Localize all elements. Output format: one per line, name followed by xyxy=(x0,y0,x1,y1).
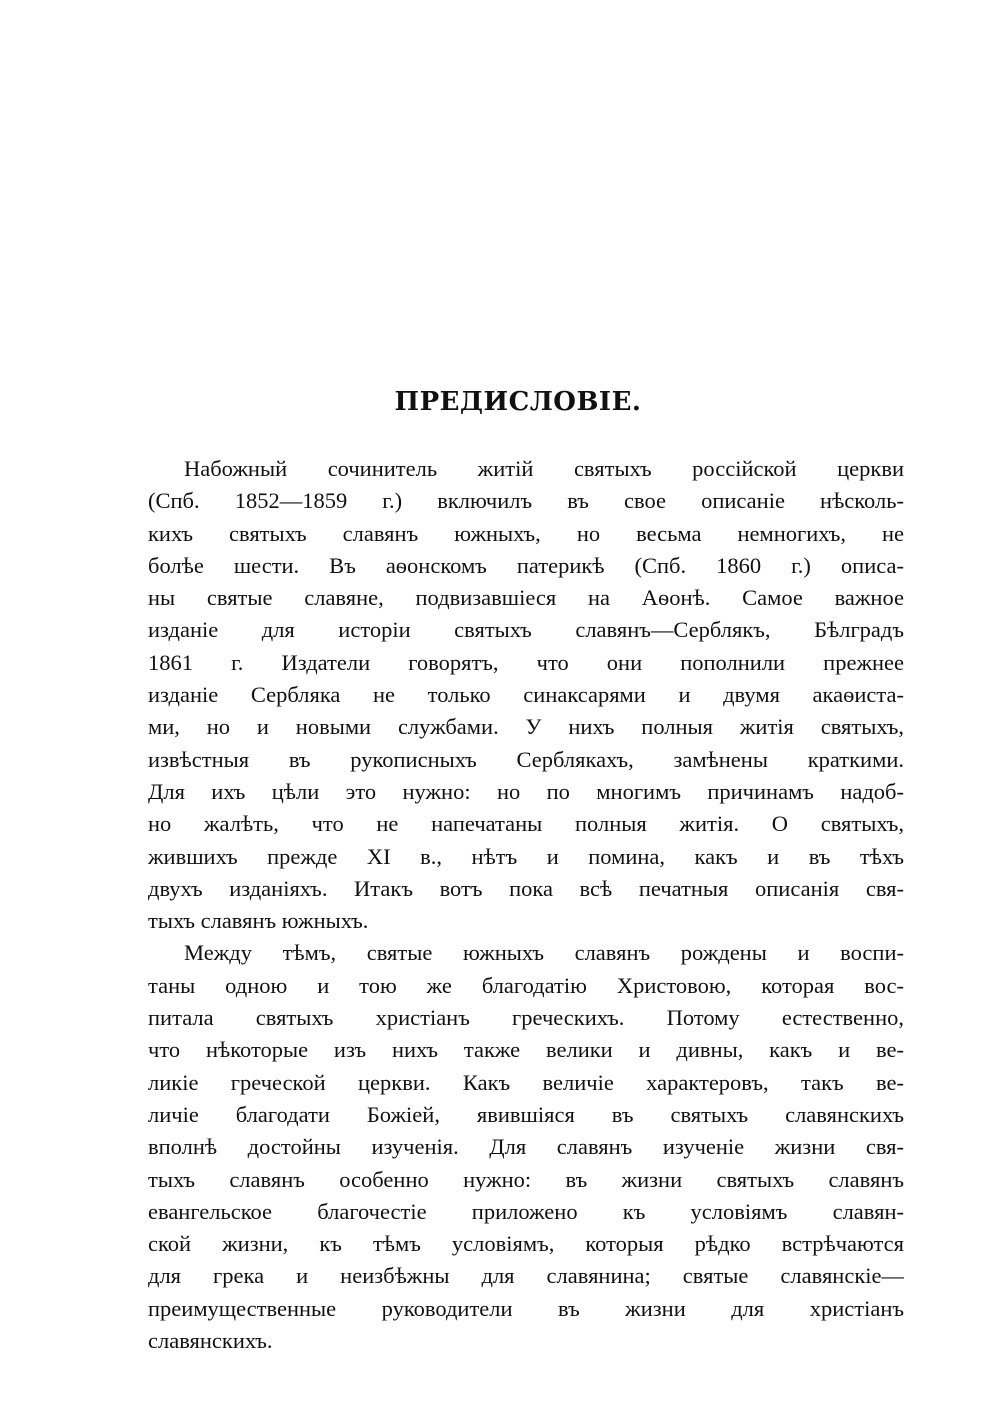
text-line: вполнѣ достойны изученія. Для славянъ изученіе жизни свя- xyxy=(148,1134,904,1160)
text-line: ны святые славяне, подвизавшіеся на Аѳонѣ. Самое важное xyxy=(148,585,904,611)
text-line: изданіе Сербляка не только синаксарями и двумя акаѳиста- xyxy=(148,682,904,708)
text-line: двухъ изданіяхъ. Итакъ вотъ пока всѣ печатныя описанія свя- xyxy=(148,875,904,901)
text-line: Набожный сочинитель житій святыхъ россійской церкви xyxy=(184,456,904,481)
text-line: ской жизни, къ тѣмъ условіямъ, которыя рѣдко встрѣчаются xyxy=(148,1231,904,1257)
text-line: питала святыхъ христіанъ греческихъ. Потому естественно, xyxy=(148,1005,904,1031)
text-line: таны одною и тою же благодатію Христовою, которая вос- xyxy=(148,972,904,998)
text-line: ми, но и новыми службами. У нихъ полныя житія святыхъ, xyxy=(148,714,904,740)
text-line: извѣстныя въ рукописныхъ Серблякахъ, замѣнены краткими. xyxy=(148,746,904,772)
text-line: евангельское благочестіе приложено къ условіямъ славян- xyxy=(148,1198,904,1224)
text-line: но жалѣть, что не напечатаны полныя житія. О святыхъ, xyxy=(148,811,904,837)
text-line: изданіе для исторіи святыхъ славянъ—Серблякъ, Бѣлградъ xyxy=(148,617,904,643)
text-line: жившихъ прежде XI в., нѣтъ и помина, какъ и въ тѣхъ xyxy=(148,843,904,869)
text-line: болѣе шести. Въ аѳонскомъ патерикѣ (Спб. 1860 г.) описа- xyxy=(148,552,904,578)
text-line: кихъ святыхъ славянъ южныхъ, но весьма немногихъ, не xyxy=(148,520,904,546)
preface-body xyxy=(148,453,904,1357)
text-line: 1861 г. Издатели говорятъ, что они пополнили прежнее xyxy=(148,649,904,675)
text-line: для грека и неизбѣжны для славянина; святые славянскіе— xyxy=(148,1263,904,1289)
text-line: ликіе греческой церкви. Какъ величіе характеровъ, такъ ве- xyxy=(148,1069,904,1095)
text-line: преимущественные руководители въ жизни для христіанъ xyxy=(148,1295,904,1321)
text-line: (Спб. 1852—1859 г.) включилъ въ свое описаніе нѣсколь- xyxy=(148,488,904,514)
text-line: что нѣкоторые изъ нихъ также велики и дивны, какъ и ве- xyxy=(148,1037,904,1063)
text-line: тыхъ славянъ особенно нужно: въ жизни святыхъ славянъ xyxy=(148,1166,904,1192)
paragraph-2 xyxy=(148,937,904,1357)
text-line: славянскихъ. xyxy=(148,1328,273,1354)
text-line: Для ихъ цѣли это нужно: но по многимъ причинамъ надоб- xyxy=(148,778,904,804)
text-line: тыхъ славянъ южныхъ. xyxy=(148,908,369,934)
paragraph-1 xyxy=(148,453,904,937)
text-line: Между тѣмъ, святые южныхъ славянъ рождены и воспи- xyxy=(184,940,904,966)
page-heading: ПРЕДИСЛОВІЕ. xyxy=(394,387,642,417)
text-line: личіе благодати Божіей, явившіяся въ святыхъ славянскихъ xyxy=(148,1101,904,1127)
